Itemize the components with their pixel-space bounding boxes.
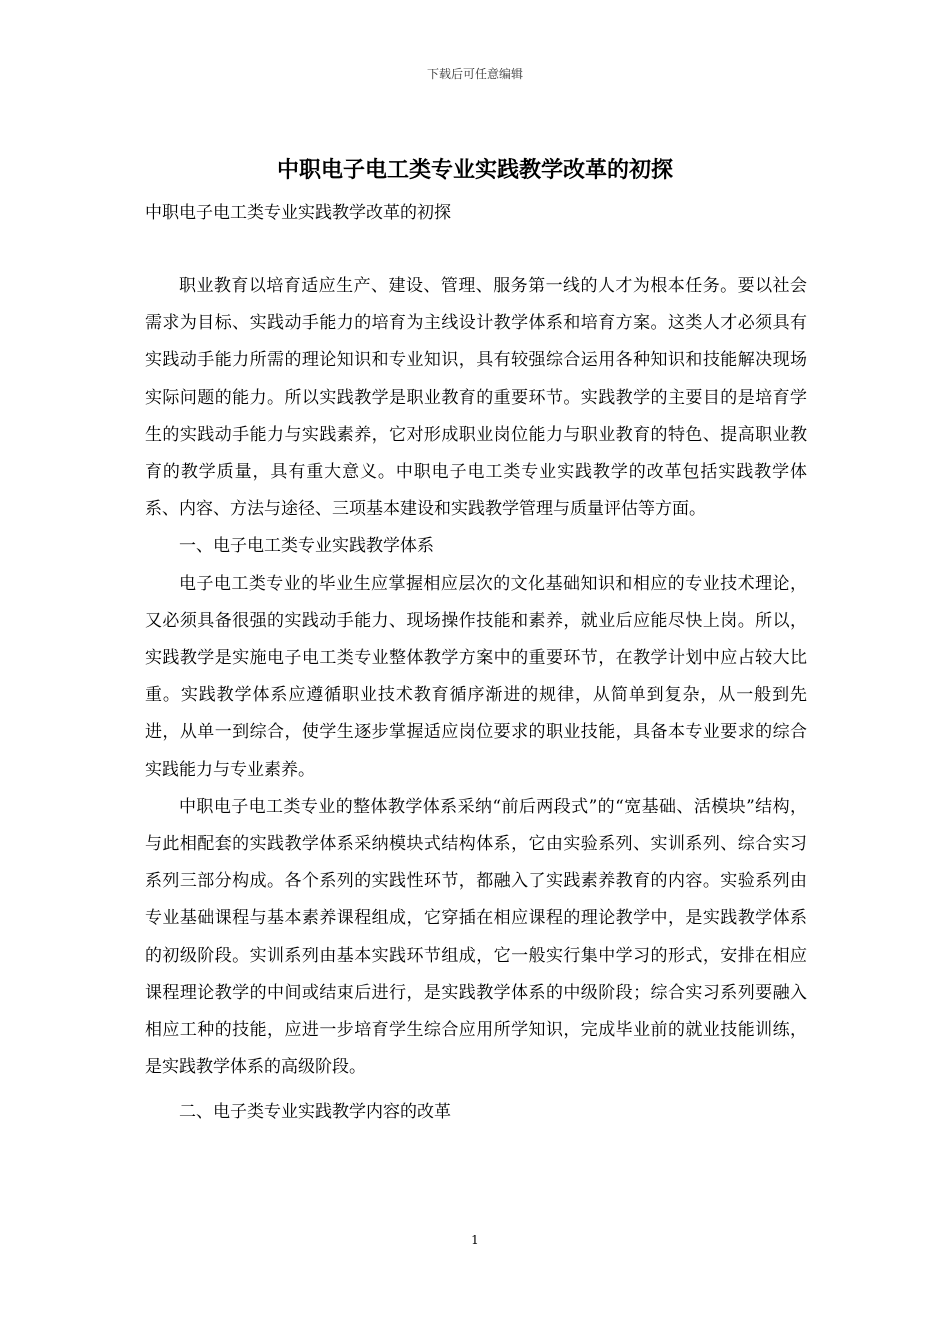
- paragraph-intro: 职业教育以培育适应生产、建设、管理、服务第一线的人才为根本任务。要以社会需求为目标、实践动手能力的培育为主线设计教学体系和培育方案。这类人才必须具有实践动手能力所需的理论知识和专业知识，具有较强综合运用各种知识和技能解决现场实际问题的能力。所以实践教学是职业教育的重要环节。实践教学的主要目的是培育学生的实践动手能力与实践素养，它对形成职业岗位能力与职业教育的特色、提高职业教育的教学质量，具有重大意义。中职电子电工类专业实践教学的改革包括实践教学体系、内容、方法与途径、三项基本建设和实践教学管理与质量评估等方面。: [145, 276, 807, 520]
- paragraph-section1-a: 电子电工类专业的毕业生应掌握相应层次的文化基础知识和相应的专业技术理论，又必须具备很强的实践动手能力、现场操作技能和素养，就业后应能尽快上岗。所以，实践教学是实施电子电工类专业整体教学方案中的重要环节，在教学计划中应占较大比重。实践教学体系应遵循职业技术教育循序渐进的规律，从简单到复杂，从一般到先进，从单一到综合，使学生逐步掌握适应岗位要求的职业技能，具备本专业要求的综合实践能力与专业素养。: [145, 573, 807, 780]
- page-number: 1: [471, 1233, 479, 1247]
- page-header-note: 下载后可任意编辑: [426, 67, 523, 81]
- document-body: [145, 268, 807, 1132]
- document-title: 中职电子电工类专业实践教学改革的初探: [276, 157, 673, 183]
- document-subtitle: 中职电子电工类专业实践教学改革的初探: [145, 203, 451, 223]
- paragraph-section1-b: 中职电子电工类专业的整体教学体系采纳“前后两段式”的“宽基础、活模块”结构，与此相配套的实践教学体系采纳模块式结构体系，它由实验系列、实训系列、综合实习系列三部分构成。各个系列的实践性环节，都融入了实践素养教育的内容。实验系列由专业基础课程与基本素养课程组成，它穿插在相应课程的理论教学中，是实践教学体系的初级阶段。实训系列由基本实践环节组成，它一般实行集中学习的形式，安排在相应课程理论教学的中间或结束后进行，是实践教学体系的中级阶段；综合实习系列要融入相应工种的技能，应进一步培育学生综合应用所学知识，完成毕业前的就业技能训练，是实践教学体系的高级阶段。: [145, 796, 807, 1078]
- section-heading-1: 一、电子电工类专业实践教学体系: [179, 536, 434, 557]
- section-heading-2: 二、电子类专业实践教学内容的改革: [179, 1102, 451, 1123]
